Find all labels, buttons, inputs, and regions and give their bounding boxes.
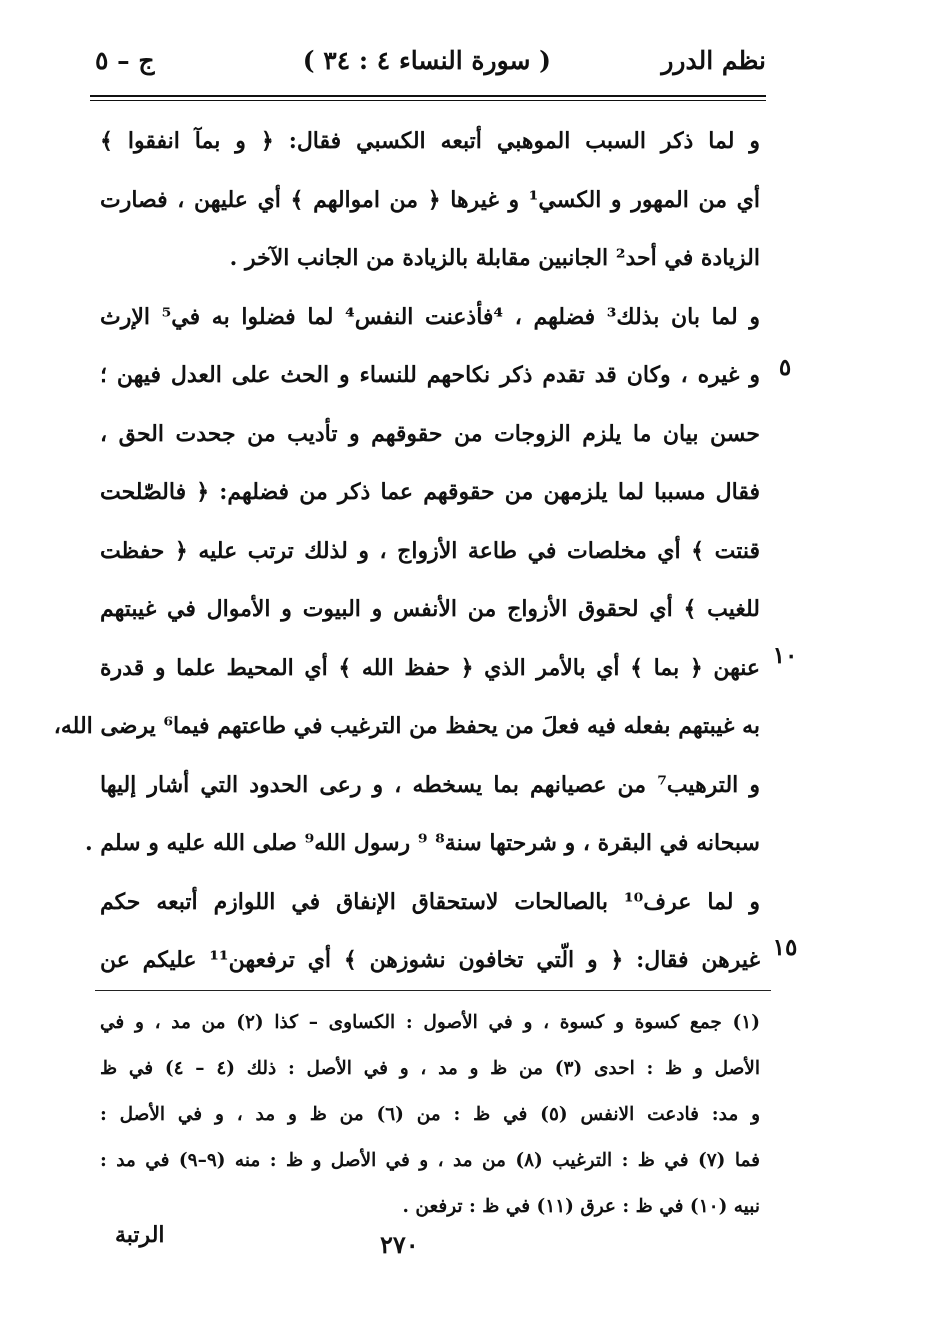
footnotes bbox=[100, 1000, 760, 1230]
line-number-15: ١٥ bbox=[772, 934, 798, 961]
line-number-5: ٥ bbox=[778, 354, 792, 381]
main-text bbox=[53, 112, 761, 990]
text-line: الزيادة في أحد² الجانبين مقابلة بالزيادة من الجانب الآخر . bbox=[229, 245, 760, 271]
book-title: نظم الدرر bbox=[661, 46, 766, 75]
text-line: غيرهن فقال: ﴿ و الّتي تخافون نشوزهن ﴾ أي ترفعهن¹¹ عليكم عن bbox=[100, 947, 760, 973]
surah-reference: ( سورة النساء ٤ : ٣٤ ) bbox=[302, 46, 551, 75]
text-line: و لما بان بذلك³ فضلهم ، ⁴فأذعنت النفس⁴ لما فضلوا به في⁵ الإرث bbox=[100, 303, 761, 330]
header-rule-thick bbox=[90, 95, 766, 97]
text-line: و لما ذكر السبب الموهبي أتبعه الكسبي فقال: ﴿ و بمآ انفقوا ﴾ bbox=[100, 128, 760, 154]
text-line: أي من المهور و الكسي¹ و غيرها ﴿ من اموالهم ﴾ أي عليهن ، فصارت bbox=[100, 186, 760, 213]
text-line: قنتت ﴾ أي مخلصات في طاعة الأزواج ، و لذلك ترتب عليه ﴿ حفظت bbox=[100, 537, 760, 564]
footnote-line: فما (٧) في ظ : الترغيب (٨) من مد ، و في الأصل و ظ : منه (٩–٩) في مد : bbox=[100, 1150, 760, 1171]
footnote-rule bbox=[95, 990, 771, 991]
text-line: للغيب ﴾ أي لحقوق الأزواج من الأنفس و البيوت و الأموال في غيبتهم bbox=[100, 596, 760, 622]
text-line: عنهن ﴿ بما ﴾ أي بالأمر الذي ﴿ حفظ الله ﴾ أي المحيط علما و قدرة bbox=[100, 654, 760, 681]
text-line: سبحانه في البقرة ، و شرحتها سنة⁸ ⁹ رسول الله⁹ صلى الله عليه و سلم . bbox=[84, 830, 760, 856]
text-line: و الترهيب⁷ من عصيانهم بما يسخطه ، و رعى الحدود التي أشار إليها bbox=[100, 771, 760, 798]
signature-word: الرتبة bbox=[115, 1222, 165, 1248]
line-number-10: ١٠ bbox=[772, 642, 798, 669]
text-line: حسن بيان ما يلزم الزوجات من حقوقهم و تأديب من جحدت الحق ، bbox=[100, 420, 760, 447]
header-rule-thin bbox=[90, 100, 766, 101]
text-line: و غيره ، وكان قد تقدم ذكر نكاحهم للنساء و الحث على العدل فيهن ؛ bbox=[100, 362, 760, 388]
footnote-line: نبيه (١٠) في ظ : عرق (١١) في ظ : ترفعن . bbox=[402, 1196, 760, 1217]
text-line: به غيبتهم بفعله فيه فعلَ من يحفظ من الترغيب في طاعتهم فيما⁶ يرضى الله، bbox=[53, 713, 760, 739]
text-line: و لما عرف¹⁰ بالصالحات لاستحقاق الإنفاق في اللوازم أتبعه حكم bbox=[100, 888, 761, 915]
running-header bbox=[95, 38, 766, 88]
page-number: ٢٧٠ bbox=[380, 1230, 419, 1259]
part-number: ج – ٥ bbox=[95, 46, 155, 75]
text-line: فقال مسببا لما يلزمهن من حقوقهم عما ذكر من فضلهم: ﴿ فالصّٰلحت bbox=[100, 479, 760, 505]
footnote-line: (١) جمع كسوة و كسوة ، و في الأصول : الكساوى – كذا (٢) من مد ، و في bbox=[100, 1012, 760, 1033]
footnote-line: الأصل و ظ : احدى (٣) من ظ و مد ، و في الأصل : ذلك (٤ – ٤) في ظ bbox=[100, 1058, 760, 1079]
footnote-line: و مد: فادعت الانفس (٥) في ظ : من (٦) من ظ و مد ، و في الأصل : bbox=[100, 1104, 761, 1125]
